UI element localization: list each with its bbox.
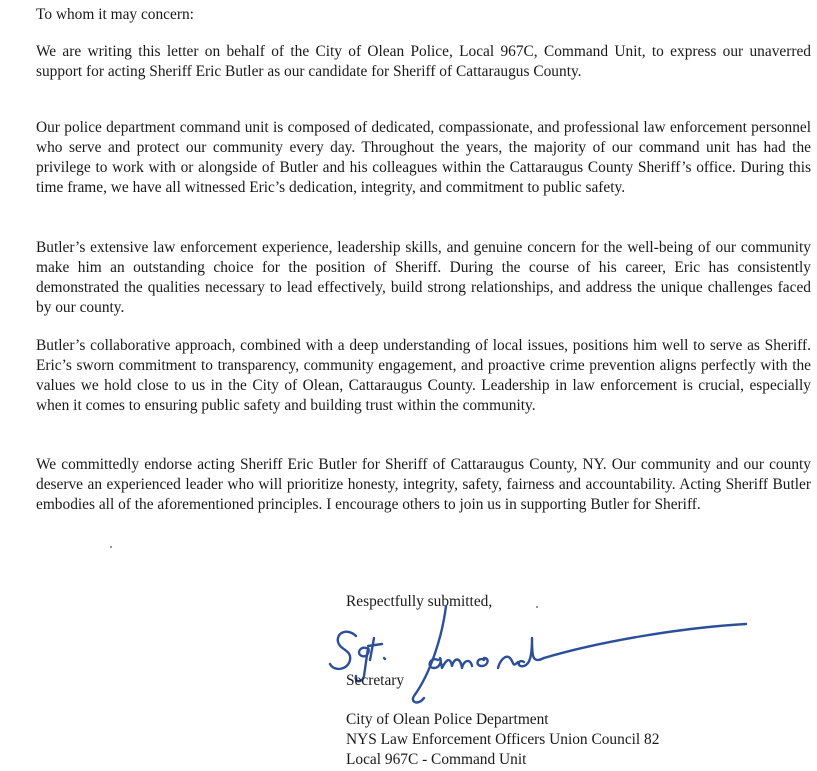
handwritten-signature	[318, 598, 758, 718]
organization-block	[346, 710, 659, 770]
paragraph-2: Our police department command unit is composed of dedicated, compassionate, and professional law enforcement personnel who serve and protect our community every day. Throughout the years, the majority of our command unit has had the privilege to work with or alongside of Butler and his colleagues within the Cattaraugus County Sheriff’s office. During this time frame, we have all witnessed Eric’s dedication, integrity, and commitment to public safety.	[36, 119, 811, 196]
paragraph-5: We committedly endorse acting Sheriff Eric Butler for Sheriff of Cattaraugus County, NY. Our community and our county deserve an experienced leader who will prioritize honesty, integrity, safety, fairness and accountability. Acting Sheriff Butler embodies all of the aforementioned principles. I encourage others to join us in supporting Butler for Sheriff.	[36, 456, 811, 513]
scan-speck	[110, 546, 112, 548]
paragraph-1: We are writing this letter on behalf of the City of Olean Police, Local 967C, Command Unit, to express our unaverred support for acting Sheriff Eric Butler as our candidate for Sheriff of Cattaraugus County.	[36, 43, 811, 80]
scan-speck	[536, 606, 538, 608]
greeting: To whom it may concern:	[36, 6, 194, 23]
organization-line-1: City of Olean Police Department	[346, 711, 549, 728]
signer-title: Secretary	[346, 672, 405, 689]
paragraph-4: Butler’s collaborative approach, combined with a deep understanding of local issues, positions him well to serve as Sheriff. Eric’s sworn commitment to transparency, community engagement, and proactive crime prevention aligns perfectly with the values we hold close to us in the City of Olean, Cattaraugus County. Leadership in law enforcement is crucial, especially when it comes to ensuring public safety and building trust within the community.	[36, 337, 811, 414]
organization-line-2: NYS Law Enforcement Officers Union Council 82	[346, 731, 660, 748]
closing-line: Respectfully submitted,	[346, 593, 493, 610]
paragraph-3: Butler’s extensive law enforcement experience, leadership skills, and genuine concern for the well-being of our community make him an outstanding choice for the position of Sheriff. During the course of his career, Eric has consistently demonstrated the qualities necessary to lead effectively, build strong relationships, and address the unique challenges faced by our county.	[36, 239, 811, 316]
organization-line-3: Local 967C - Command Unit	[346, 751, 527, 768]
